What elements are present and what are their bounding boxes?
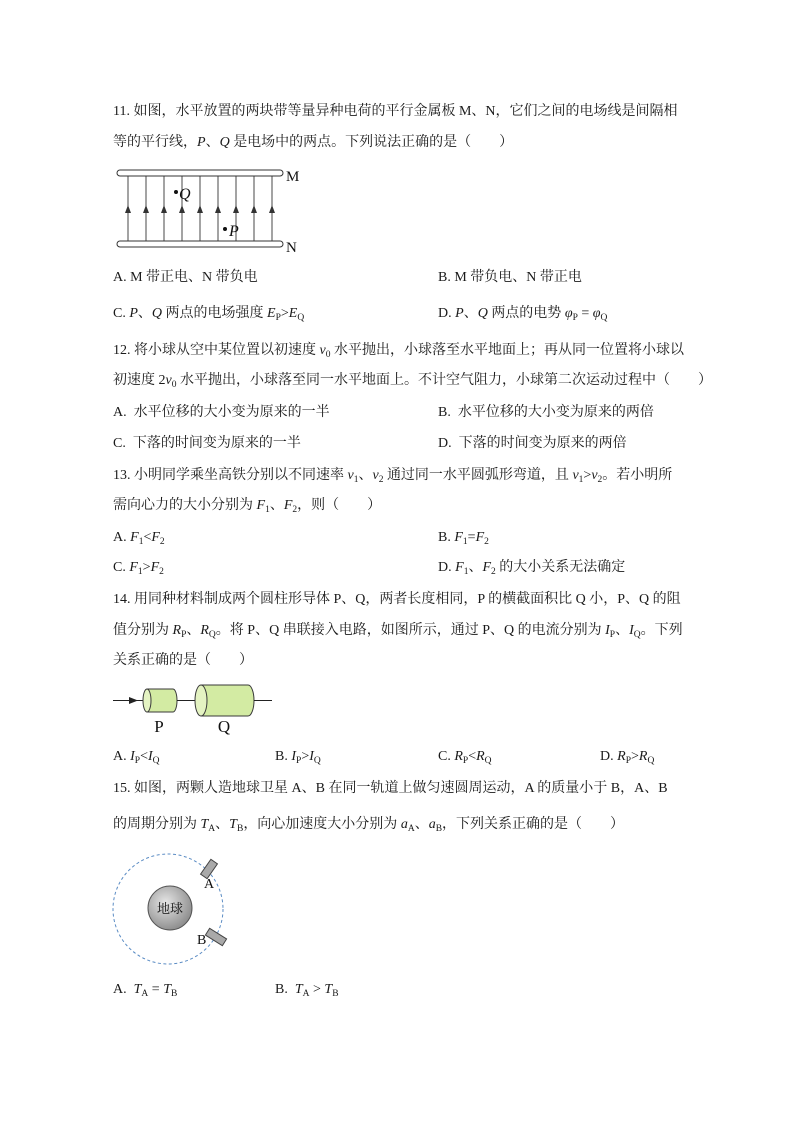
q13-option-d: [438, 558, 625, 578]
math-subscript: 2: [484, 537, 489, 547]
series-conductors-figure: [110, 680, 280, 740]
math-symbol: a: [428, 817, 436, 832]
text-run: 通过同一水平圆弧形弯道，且: [383, 468, 573, 483]
conductor-q-end-face: [195, 685, 207, 716]
math-subscript: A: [407, 824, 415, 834]
math-subscript: P: [134, 756, 141, 766]
point-q-label: Q: [179, 186, 191, 203]
q11-option-a: [113, 268, 258, 288]
math-symbol: v: [319, 343, 326, 358]
math-subscript: P: [181, 630, 187, 640]
conductor-p-end-face: [143, 689, 151, 712]
math-symbol: Q: [151, 306, 163, 321]
math-symbol: F: [475, 530, 485, 545]
text-run: 12. 将小球从空中某位置以初速度: [113, 343, 320, 358]
math-subscript: 2: [159, 567, 164, 577]
text-run: C. 下落的时间变为原来的一半: [113, 436, 301, 451]
text-run: ，下列关系正确的是（ ）: [442, 817, 625, 832]
field-arrow-up: [269, 205, 275, 213]
math-symbol: F: [129, 560, 138, 575]
q11-option-b: [438, 268, 582, 288]
text-run: 关系正确的是（ ）: [113, 653, 253, 668]
electric-field-figure: [110, 162, 310, 257]
q15-option-a: [113, 980, 177, 1000]
satellite-b-label: B: [197, 933, 207, 948]
q14-option-c: [438, 747, 492, 767]
text-run: 水平抛出，小球落至同一水平地面上。不计空气阻力，小球第二次运动过程中（ ）: [176, 373, 712, 388]
math-subscript: 0: [325, 350, 331, 360]
text-run: ，则（ ）: [297, 498, 382, 513]
text-run: 两点的电场强度: [162, 306, 268, 321]
plate-m: [117, 170, 283, 176]
math-subscript: P: [572, 313, 578, 323]
q12-stem-line-1: [113, 341, 684, 361]
field-arrow-up: [233, 205, 239, 213]
text-run: 13. 小明同学乘坐高铁分别以不同速率: [113, 468, 348, 483]
text-run: C.: [438, 749, 455, 764]
math-subscript: 1: [578, 475, 584, 485]
math-symbol: T: [324, 982, 333, 997]
text-run: 、: [414, 817, 429, 832]
text-run: =: [467, 530, 476, 545]
math-subscript: Q: [633, 630, 641, 640]
text-run: >: [630, 749, 639, 764]
math-subscript: 2: [159, 537, 165, 547]
math-symbol: Q: [477, 306, 488, 321]
q12-option-b: [438, 403, 654, 423]
math-symbol: E: [267, 306, 276, 321]
math-symbol: F: [482, 560, 491, 575]
math-subscript: B: [332, 989, 339, 999]
text-run: =: [577, 306, 593, 321]
text-run: 等的平行线，: [113, 135, 197, 150]
math-subscript: A: [208, 824, 216, 834]
text-run: D.: [600, 749, 618, 764]
current-arrowhead: [129, 697, 138, 704]
text-run: >: [301, 749, 310, 764]
q11-option-d: [438, 304, 607, 324]
text-run: 14. 用同种材料制成两个圆柱形导体 P、Q，两者长度相同，P 的横截面积比 Q 小，P、Q 的阻: [113, 592, 681, 607]
conductor-p-label: P: [154, 717, 164, 736]
text-run: 水平抛出，小球落至水平地面上；再从同一位置将小球以: [330, 343, 684, 358]
text-run: A.: [113, 749, 131, 764]
plate-m-label: M: [286, 169, 300, 185]
text-run: >: [583, 468, 592, 483]
field-lines: [125, 176, 275, 241]
math-subscript: Q: [313, 756, 321, 766]
math-symbol: F: [150, 560, 160, 575]
text-run: 、: [137, 306, 152, 321]
math-symbol: I: [605, 623, 610, 638]
text-run: >: [280, 306, 289, 321]
math-symbol: T: [200, 817, 209, 832]
q15-stem-line-2: [113, 815, 624, 835]
text-run: <: [140, 749, 148, 764]
math-symbol: a: [400, 817, 408, 832]
math-symbol: v: [591, 468, 598, 483]
math-subscript: A: [302, 989, 310, 999]
math-subscript: A: [141, 989, 149, 999]
math-symbol: E: [288, 306, 298, 321]
math-symbol: I: [291, 749, 297, 764]
math-subscript: Q: [297, 313, 305, 323]
field-arrow-up: [251, 205, 257, 213]
text-run: 、: [215, 817, 230, 832]
text-run: 的大小关系无法确定: [495, 560, 626, 575]
math-subscript: P: [275, 313, 281, 323]
math-subscript: P: [462, 756, 469, 766]
math-symbol: R: [638, 749, 648, 764]
point-q-dot: [174, 190, 178, 194]
q14-stem-line-2: [113, 621, 683, 641]
text-run: B.: [275, 749, 292, 764]
text-run: D.: [438, 306, 456, 321]
text-run: 。若小明所: [602, 468, 673, 483]
text-run: D. 下落的时间变为原来的两倍: [438, 436, 627, 451]
q14-stem-line-1: [113, 590, 681, 610]
text-run: 15. 如图，两颗人造地球卫星 A、B 在同一轨道上做匀速圆周运动，A 的质量小于 B，A、B: [113, 781, 668, 796]
point-p-dot: [223, 227, 227, 231]
text-run: 初速度 2: [113, 373, 166, 388]
math-subscript: 1: [138, 537, 144, 547]
math-symbol: F: [151, 530, 160, 545]
text-run: C.: [113, 560, 130, 575]
text-run: >: [142, 560, 151, 575]
text-run: 、: [358, 468, 373, 483]
text-run: A. 水平位移的大小变为原来的一半: [113, 405, 330, 420]
text-run: C.: [113, 306, 130, 321]
text-run: <: [143, 530, 152, 545]
q12-stem-line-2: [113, 371, 712, 391]
math-subscript: B: [236, 824, 244, 834]
math-symbol: T: [133, 982, 142, 997]
math-subscript: 0: [171, 380, 177, 390]
q15-option-b: [275, 980, 339, 1000]
text-run: ，向心加速度大小分别为: [243, 817, 401, 832]
math-symbol: P: [129, 306, 138, 321]
text-run: A. M 带正电、N 带负电: [113, 270, 258, 285]
math-subscript: Q: [208, 630, 216, 640]
q13-stem-line-2: [113, 496, 381, 516]
math-subscript: 1: [265, 505, 270, 515]
point-p-label: P: [229, 223, 239, 240]
math-symbol: F: [454, 530, 463, 545]
q13-option-c: [113, 558, 164, 578]
math-symbol: F: [130, 530, 139, 545]
q13-option-b: [438, 528, 489, 548]
q11-stem-line-2: [113, 133, 513, 153]
satellite-b: [205, 928, 226, 945]
q13-stem-line-1: [113, 466, 672, 486]
math-subscript: 2: [378, 475, 384, 485]
text-run: D.: [438, 560, 456, 575]
math-symbol: P: [455, 306, 464, 321]
text-run: B. M 带负电、N 带正电: [438, 270, 582, 285]
text-run: 两点的电势: [487, 306, 565, 321]
plate-n: [117, 241, 283, 247]
math-symbol: F: [256, 498, 266, 513]
math-symbol: v: [347, 468, 354, 483]
plate-n-label: N: [286, 240, 297, 256]
math-symbol: F: [283, 498, 293, 513]
text-run: 、: [269, 498, 284, 513]
math-subscript: B: [435, 824, 443, 834]
field-arrow-up: [161, 205, 167, 213]
q14-stem-line-3: [113, 651, 253, 671]
field-arrow-up: [197, 205, 203, 213]
q14-option-a: [113, 747, 160, 767]
q12-option-a: [113, 403, 330, 423]
math-subscript: P: [296, 756, 302, 766]
text-run: 11. 如图，水平放置的两块带等量异种电荷的平行金属板 M、N，它们之间的电场线是间隔相: [113, 104, 678, 119]
text-run: <: [468, 749, 477, 764]
math-symbol: φ: [592, 306, 601, 321]
math-subscript: Q: [647, 756, 655, 766]
text-run: 、: [468, 560, 483, 575]
math-symbol: R: [200, 623, 209, 638]
math-subscript: P: [625, 756, 631, 766]
math-symbol: I: [148, 749, 153, 764]
q12-option-d: [438, 434, 627, 454]
satellite-orbit-figure: [108, 848, 233, 970]
text-run: 、: [205, 135, 220, 150]
text-run: A.: [113, 982, 134, 997]
math-symbol: F: [455, 560, 464, 575]
text-run: 。下列: [640, 623, 683, 638]
math-symbol: Q: [219, 135, 230, 150]
field-arrow-up: [179, 205, 185, 213]
math-subscript: 1: [137, 567, 143, 577]
text-run: B. 水平位移的大小变为原来的两倍: [438, 405, 654, 420]
text-run: 、: [463, 306, 478, 321]
math-symbol: R: [172, 623, 182, 638]
q13-option-a: [113, 528, 165, 548]
math-subscript: Q: [484, 756, 492, 766]
math-symbol: v: [165, 373, 172, 388]
satellite-a: [201, 859, 218, 878]
math-subscript: B: [171, 989, 178, 999]
math-symbol: T: [294, 982, 303, 997]
math-symbol: T: [163, 982, 171, 997]
field-arrow-up: [125, 205, 131, 213]
text-run: 。将 P、Q 串联接入电路，如图所示，通过 P、Q 的电流分别为: [215, 623, 606, 638]
text-run: 的周期分别为: [113, 817, 201, 832]
text-run: B.: [275, 982, 295, 997]
math-subscript: Q: [600, 313, 608, 323]
text-run: B.: [438, 530, 455, 545]
math-symbol: I: [130, 749, 135, 764]
q14-option-b: [275, 747, 321, 767]
math-subscript: 1: [353, 475, 359, 485]
math-subscript: 2: [292, 505, 298, 515]
text-run: 是电场中的两点。下列说法正确的是（ ）: [229, 135, 514, 150]
text-run: 值分别为: [113, 623, 173, 638]
text-run: =: [148, 982, 164, 997]
math-symbol: R: [476, 749, 485, 764]
math-symbol: R: [454, 749, 463, 764]
q12-option-c: [113, 434, 301, 454]
math-symbol: T: [229, 817, 237, 832]
math-subscript: 2: [491, 567, 496, 577]
math-symbol: v: [372, 468, 379, 483]
text-run: 、: [186, 623, 201, 638]
q15-stem-line-1: [113, 779, 668, 799]
math-subscript: Q: [152, 756, 160, 766]
text-run: A.: [113, 530, 131, 545]
math-subscript: 1: [462, 537, 468, 547]
satellite-a-label: A: [204, 877, 215, 892]
math-symbol: I: [629, 623, 634, 638]
math-subscript: P: [609, 630, 616, 640]
field-arrow-up: [143, 205, 149, 213]
math-subscript: 1: [463, 567, 469, 577]
text-run: 、: [615, 623, 630, 638]
math-symbol: P: [197, 135, 206, 150]
math-symbol: φ: [564, 306, 573, 321]
math-symbol: I: [309, 749, 314, 764]
math-subscript: 2: [597, 475, 603, 485]
math-symbol: R: [617, 749, 626, 764]
conductor-q-label: Q: [217, 717, 231, 736]
text-run: 需向心力的大小分别为: [113, 498, 257, 513]
earth-label: 地球: [156, 901, 184, 916]
conductor-q-body: [201, 685, 254, 716]
q11-stem-line-1: [113, 102, 678, 122]
field-arrow-up: [215, 205, 221, 213]
text-run: >: [309, 982, 325, 997]
math-symbol: v: [572, 468, 579, 483]
q11-option-c: [113, 304, 304, 324]
q14-option-d: [600, 747, 654, 767]
